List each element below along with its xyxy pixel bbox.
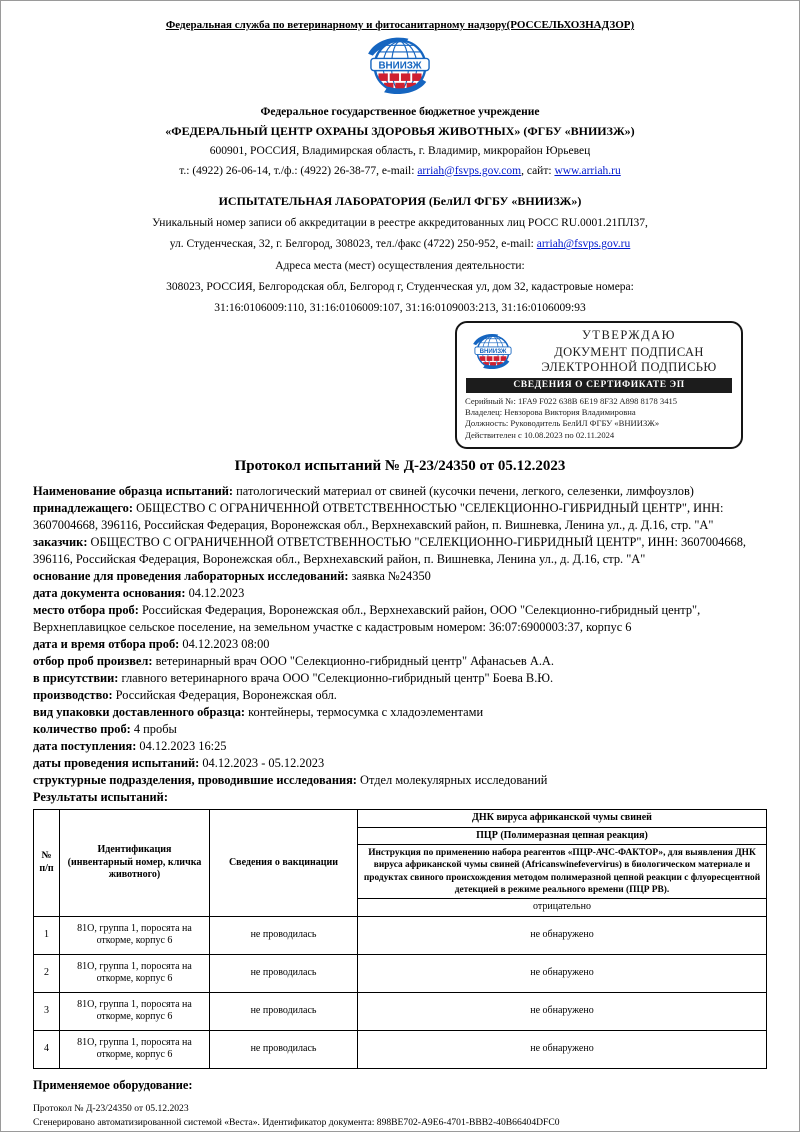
vniizh-globe-icon <box>352 35 448 95</box>
field-line: вид упаковки доставленного образца: контейнеры, термосумка с хладоэлементами <box>33 705 484 720</box>
stamp-signed-line1: ДОКУМЕНТ ПОДПИСАН <box>554 344 704 359</box>
stamp-approve-label: УТВЕРЖДАЮ <box>581 327 677 342</box>
field-line: дата и время отбора проб: 04.12.2023 08:00 <box>33 637 270 652</box>
lab-accreditation: Уникальный номер записи об аккредитации в реестре аккредитованных лиц РОСС RU.0001.21ПЛ37, <box>152 216 648 229</box>
stamp-signed-line2: ЭЛЕКТРОННОЙ ПОДПИСЬЮ <box>541 359 717 374</box>
lab-title: ИСПЫТАТЕЛЬНАЯ ЛАБОРАТОРИЯ (БелИЛ ФГБУ «ВНИИЗЖ») <box>218 193 582 208</box>
field-line: структурные подразделения, проводившие исследования: Отдел молекулярных исследований <box>33 773 548 788</box>
org-name: «ФЕДЕРАЛЬНЫЙ ЦЕНТР ОХРАНЫ ЗДОРОВЬЯ ЖИВОТНЫХ» (ФГБУ «ВНИИЗЖ») <box>165 124 635 139</box>
logo-text: ВНИИЗЖ <box>378 60 422 72</box>
field-line: место отбора проб: Российская Федерация, Воронежская обл., Верхнехавский район, ООО "Селекционно-гибридный центр", Верхнеплавицкое сельское поселение, на земельном участке с кадастровым номером: 36:07:6900003:37, корпус 6 <box>33 603 701 635</box>
footer-generated-line: Сгенерировано автоматизированной системой «Веста». Идентификатор документа: 898BE702-A9E6-4701-BBB2-40B66404DFC0 <box>33 1116 560 1128</box>
results-rows <box>34 916 767 1068</box>
page-title: Протокол испытаний № Д-23/24350 от 05.12.2023 <box>234 458 566 475</box>
lab-cadastral-numbers: 31:16:0106009:110, 31:16:0106009:107, 31:16:0109003:213, 31:16:0106009:93 <box>214 302 586 315</box>
field-line: основание для проведения лабораторных исследований: заявка №24350 <box>33 569 431 584</box>
col-header-identification: Идентификация (инвентарный номер, кличка животного) <box>60 810 210 916</box>
field-line: заказчик: ОБЩЕСТВО С ОГРАНИЧЕННОЙ ОТВЕТСТВЕННОСТЬЮ "СЕЛЕКЦИОННО-ГИБРИДНЫЙ ЦЕНТР", ИНН: 3607004668, 396116, Российская Федерация, Воронежская обл., Верхнехавский район, п. Вишневка, Ленина ул., д. Д.16, стр. "А" <box>33 535 747 567</box>
certificate-serial: Серийный №: 1FA9 F022 638B 6E19 8F32 A898 8178 3415 <box>465 395 678 406</box>
field-line: дата документа основания: 04.12.2023 <box>33 586 245 601</box>
test-instruction-header: Инструкция по применению набора реагентов «ПЦР-АЧС-ФАКТОР», для выявления ДНК вируса африканской чумы свиней (Africanswinefevervirus) в биологическом материале и продуктах свиного происхождения методом полимеразной цепной реакции с флуоресцентной детекцией в режиме реального времени (ПЦР РВ). <box>358 845 767 899</box>
table-header-row <box>34 810 767 828</box>
lab-activity-label: Адреса места (мест) осуществления деятельности: <box>275 259 525 272</box>
table-row: 2 81О, группа 1, поросята на откорме, корпус 6 не проводилась не обнаружено <box>34 954 767 992</box>
table-row: 1 81О, группа 1, поросята на откорме, корпус 6 не проводилась не обнаружено <box>34 916 767 954</box>
col-header-vaccination: Сведения о вакцинации <box>210 810 358 916</box>
certificate-owner: Владелец: Невзорова Виктория Владимировна <box>465 407 636 418</box>
org-site-link[interactable]: www.arriah.ru <box>554 164 621 177</box>
test-group-header: ДНК вируса африканской чумы свиней <box>358 810 767 828</box>
field-line: Результаты испытаний: <box>33 790 168 805</box>
field-line: в присутствии: главного ветеринарного врача ООО "Селекционно-гибридный центр" Боева В.Ю. <box>33 671 554 686</box>
lab-address-line <box>33 237 767 251</box>
norm-header: отрицательно <box>358 899 767 917</box>
table-row: 4 81О, группа 1, поросята на откорме, корпус 6 не проводилась не обнаружено <box>34 1030 767 1068</box>
org-contact-line <box>33 164 767 178</box>
agency-header: Федеральная служба по ветеринарному и фитосанитарному надзору(РОССЕЛЬХОЗНАДЗОР) <box>165 19 635 31</box>
contact-middle: , сайт: <box>521 164 555 177</box>
body-fields <box>33 483 767 806</box>
field-line: принадлежащего: ОБЩЕСТВО С ОГРАНИЧЕННОЙ ОТВЕТСТВЕННОСТЬЮ "СЕЛЕКЦИОННО-ГИБРИДНЫЙ ЦЕНТР", ИНН: 3607004668, 396116, Российская Федерация, Воронежская обл., Верхнехавский район, п. Вишневка, Ленина ул., д. Д.16, стр. "А" <box>33 501 724 533</box>
col-header-num: № п/п <box>34 810 60 916</box>
field-line: количество проб: 4 пробы <box>33 722 177 737</box>
lab-address-prefix: ул. Студенческая, 32, г. Белгород, 308023, тел./факс (4722) 250-952, e-mail: <box>169 238 537 251</box>
results-table <box>33 809 767 1068</box>
lab-email-link[interactable]: arriah@fsvps.gov.ru <box>536 238 631 251</box>
org-logo <box>33 35 767 100</box>
field-line: Наименование образца испытаний: патологический материал от свиней (кусочки печени, легкого, селезенки, лимфоузлов) <box>33 484 694 499</box>
logo-text-small: ВНИИЗЖ <box>479 348 507 356</box>
certificate-info-bar: СВЕДЕНИЯ О СЕРТИФИКАТЕ ЭП <box>466 378 732 393</box>
table-row: 3 81О, группа 1, поросята на откорме, корпус 6 не проводилась не обнаружено <box>34 992 767 1030</box>
footer-protocol-ref: Протокол № Д-23/24350 от 05.12.2023 <box>33 1102 189 1114</box>
vniizh-globe-icon-small <box>465 332 521 370</box>
org-type: Федеральное государственное бюджетное учреждение <box>260 105 540 118</box>
org-email-link[interactable]: arriah@fsvps.gov.com <box>417 164 522 177</box>
org-address: 600901, РОССИЯ, Владимирская область, г. Владимир, микрорайон Юрьевец <box>209 145 591 158</box>
contact-prefix: т.: (4922) 26-06-14, т./ф.: (4922) 26-38-77, e-mail: <box>179 164 418 177</box>
field-line: отбор проб произвел: ветеринарный врач ООО "Селекционно-гибридный центр" Афанасьев А.А. <box>33 654 554 669</box>
certificate-validity: Действителен с 10.08.2023 по 02.11.2024 <box>465 429 615 440</box>
lab-activity-address: 308023, РОССИЯ, Белгородская обл, Белгород г, Студенческая ул, дом 32, кадастровые номера: <box>166 281 634 293</box>
certificate-position: Должность: Руководитель БелИЛ ФГБУ «ВНИИЗЖ» <box>465 418 660 429</box>
field-line: дата поступления: 04.12.2023 16:25 <box>33 739 227 754</box>
test-method-header: ПЦР (Полимеразная цепная реакция) <box>358 827 767 845</box>
field-line: производство: Российская Федерация, Воронежская обл. <box>33 688 337 703</box>
field-line: даты проведения испытаний: 04.12.2023 - 05.12.2023 <box>33 756 325 771</box>
digital-signature-stamp <box>455 321 743 449</box>
equipment-heading: Применяемое оборудование: <box>33 1077 193 1092</box>
